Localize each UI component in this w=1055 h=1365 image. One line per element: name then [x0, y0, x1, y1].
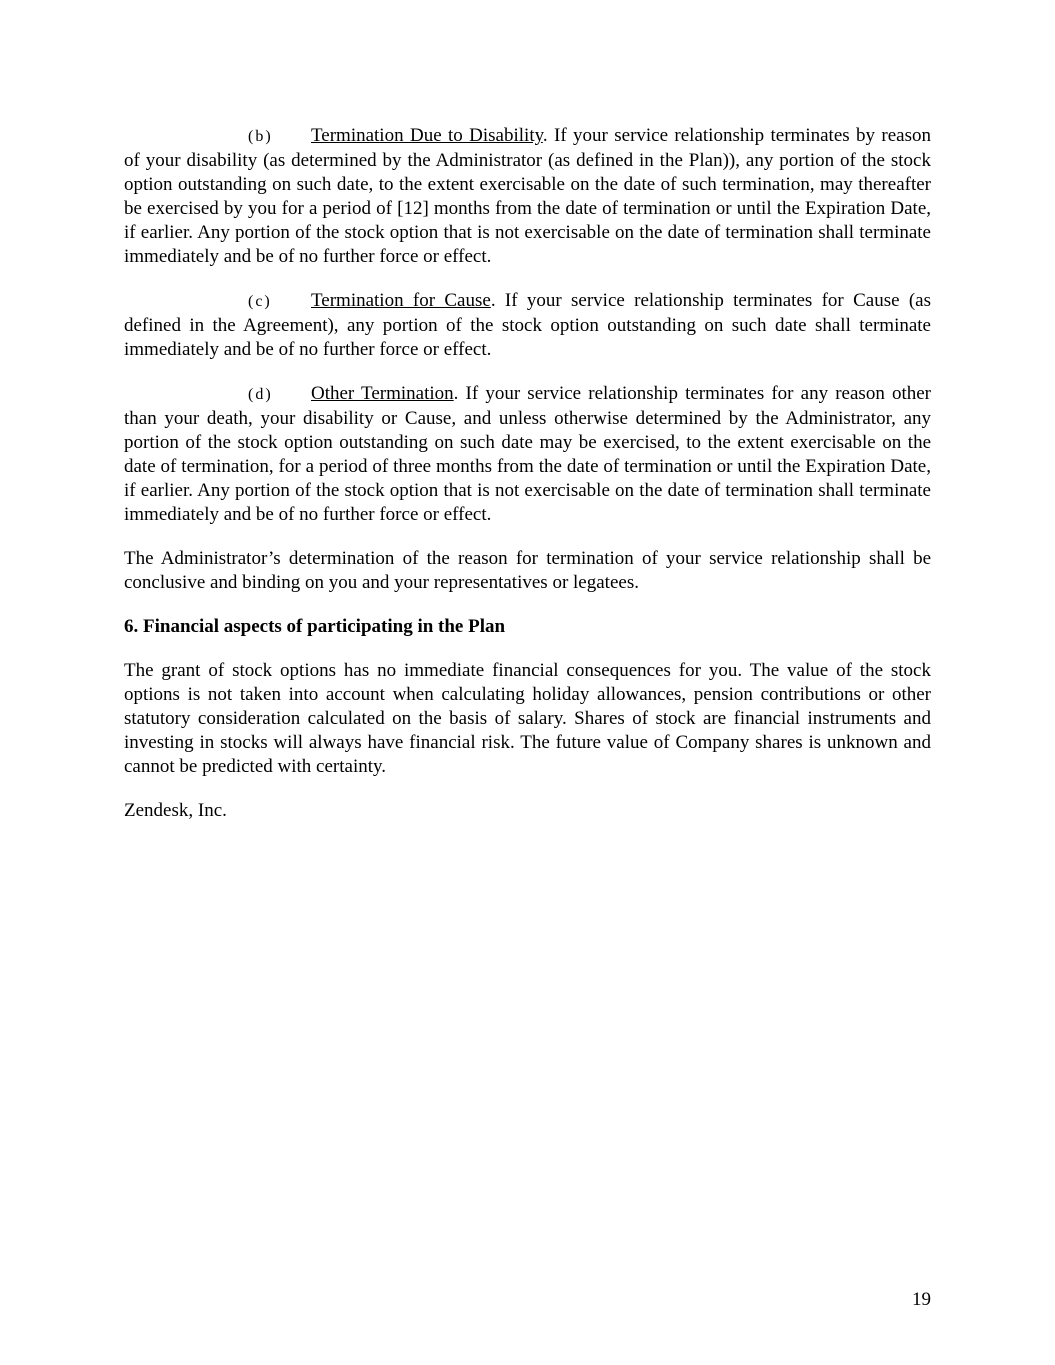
paragraph-text: . If your service relationship terminates for Cause (as defined in the Agreement), any portion of the stock option outstanding on such date shall terminate immediately and be of no further force or effect. [124, 290, 931, 360]
paragraph-d [124, 382, 931, 527]
section-6-paragraph: The grant of stock options has no immediate financial consequences for you. The value of the stock options is not taken into account when calculating holiday allowances, pension contributions or other statutory consideration calculated on the basis of salary. Shares of stock are financial instruments and investing in stocks will always have financial risk. The future value of Company shares is unknown and cannot be predicted with certainty. [124, 660, 931, 777]
page-number: 19 [912, 1289, 931, 1310]
paragraph-b [124, 124, 931, 269]
paragraph-c [124, 289, 931, 362]
determination-paragraph: The Administrator’s determination of the reason for termination of your service relationship shall be conclusive and binding on you and your representatives or legatees. [124, 548, 931, 593]
document-body [124, 124, 931, 823]
paragraph-marker: (c) [248, 293, 272, 310]
signature-company: Zendesk, Inc. [124, 800, 227, 821]
paragraph-heading: Termination Due to Disability [311, 125, 543, 146]
paragraph-text: . If your service relationship terminates by reason of your disability (as determined by the Administrator (as defined in the Plan)), any portion of the stock option outstanding on such date, to the extent exercisable on the date of such termination, may thereafter be exercised by you for a period of [12] months from the date of termination or until the Expiration Date, if earlier. Any portion of the stock option that is not exercisable on the date of termination shall terminate immediately and be of no further force or effect. [124, 125, 931, 267]
paragraph-heading: Other Termination [311, 383, 454, 404]
paragraph-text: . If your service relationship terminates for any reason other than your death, your disability or Cause, and unless otherwise determined by the Administrator, any portion of the stock option outstanding on such date may be exercised, to the extent exercisable on the date of termination, for a period of three months from the date of termination or until the Expiration Date, if earlier. Any portion of the stock option that is not exercisable on the date of termination shall terminate immediately and be of no further force or effect. [124, 383, 931, 525]
paragraph-heading: Termination for Cause [311, 290, 491, 311]
paragraph-marker: (d) [248, 386, 273, 403]
section-6-heading: 6. Financial aspects of participating in the Plan [124, 616, 506, 637]
paragraph-marker: (b) [248, 128, 273, 145]
